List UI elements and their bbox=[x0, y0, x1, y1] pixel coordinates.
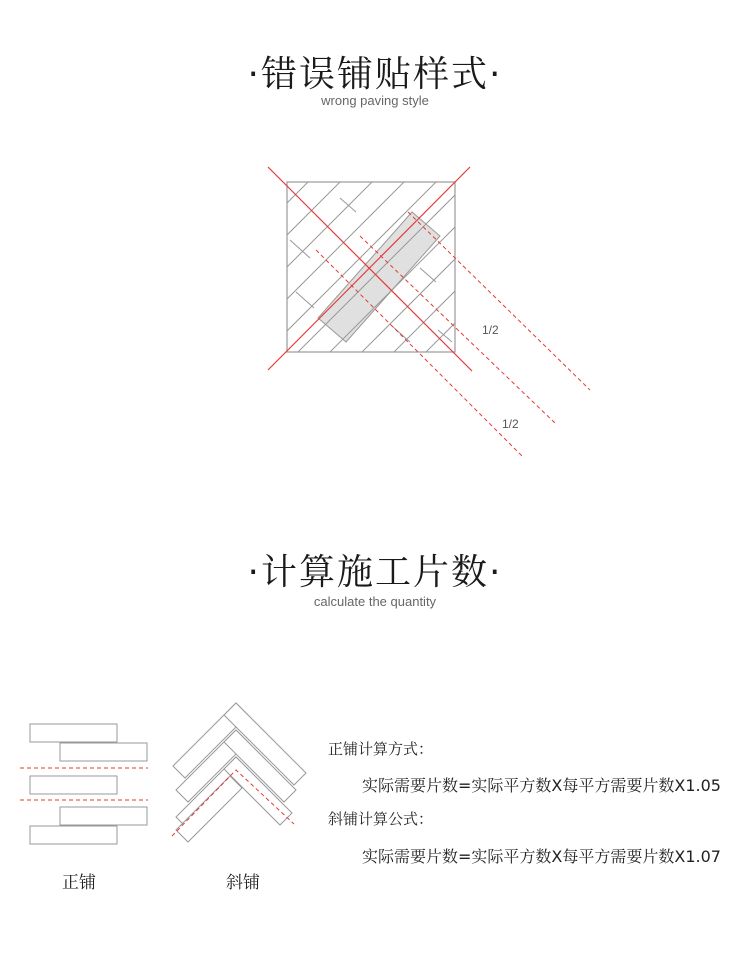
diagonal-paving-diagram bbox=[173, 703, 306, 842]
section-subtitle-calculate: calculate the quantity bbox=[313, 594, 437, 609]
straight-formula-heading: 正铺计算方式： bbox=[328, 740, 434, 758]
wrong-paving-diagram bbox=[260, 160, 590, 458]
section-title-calculate: ·计算施工片数· bbox=[247, 552, 503, 593]
diagonal-formula: 实际需要片数=实际平方数X每平方需要片数X1.07 bbox=[362, 847, 721, 866]
straight-formula: 实际需要片数=实际平方数X每平方需要片数X1.05 bbox=[362, 776, 721, 795]
red-dashed-line-3 bbox=[316, 250, 524, 458]
highlighted-tile bbox=[318, 212, 440, 342]
red-diagonal-line-1 bbox=[268, 167, 472, 371]
half-label-upper: 1/2 bbox=[482, 323, 499, 337]
diagonal-formula-heading: 斜铺计算公式： bbox=[328, 810, 434, 828]
straight-paving-diagram bbox=[30, 724, 147, 844]
red-dashed-line-1 bbox=[408, 212, 590, 390]
straight-paving-caption: 正铺 bbox=[62, 873, 96, 893]
half-label-lower: 1/2 bbox=[502, 417, 519, 431]
section-subtitle-wrong-paving: wrong paving style bbox=[321, 93, 429, 108]
diagonal-paving-caption: 斜铺 bbox=[226, 873, 260, 893]
section-title-wrong-paving: ·错误铺贴样式· bbox=[247, 54, 503, 95]
